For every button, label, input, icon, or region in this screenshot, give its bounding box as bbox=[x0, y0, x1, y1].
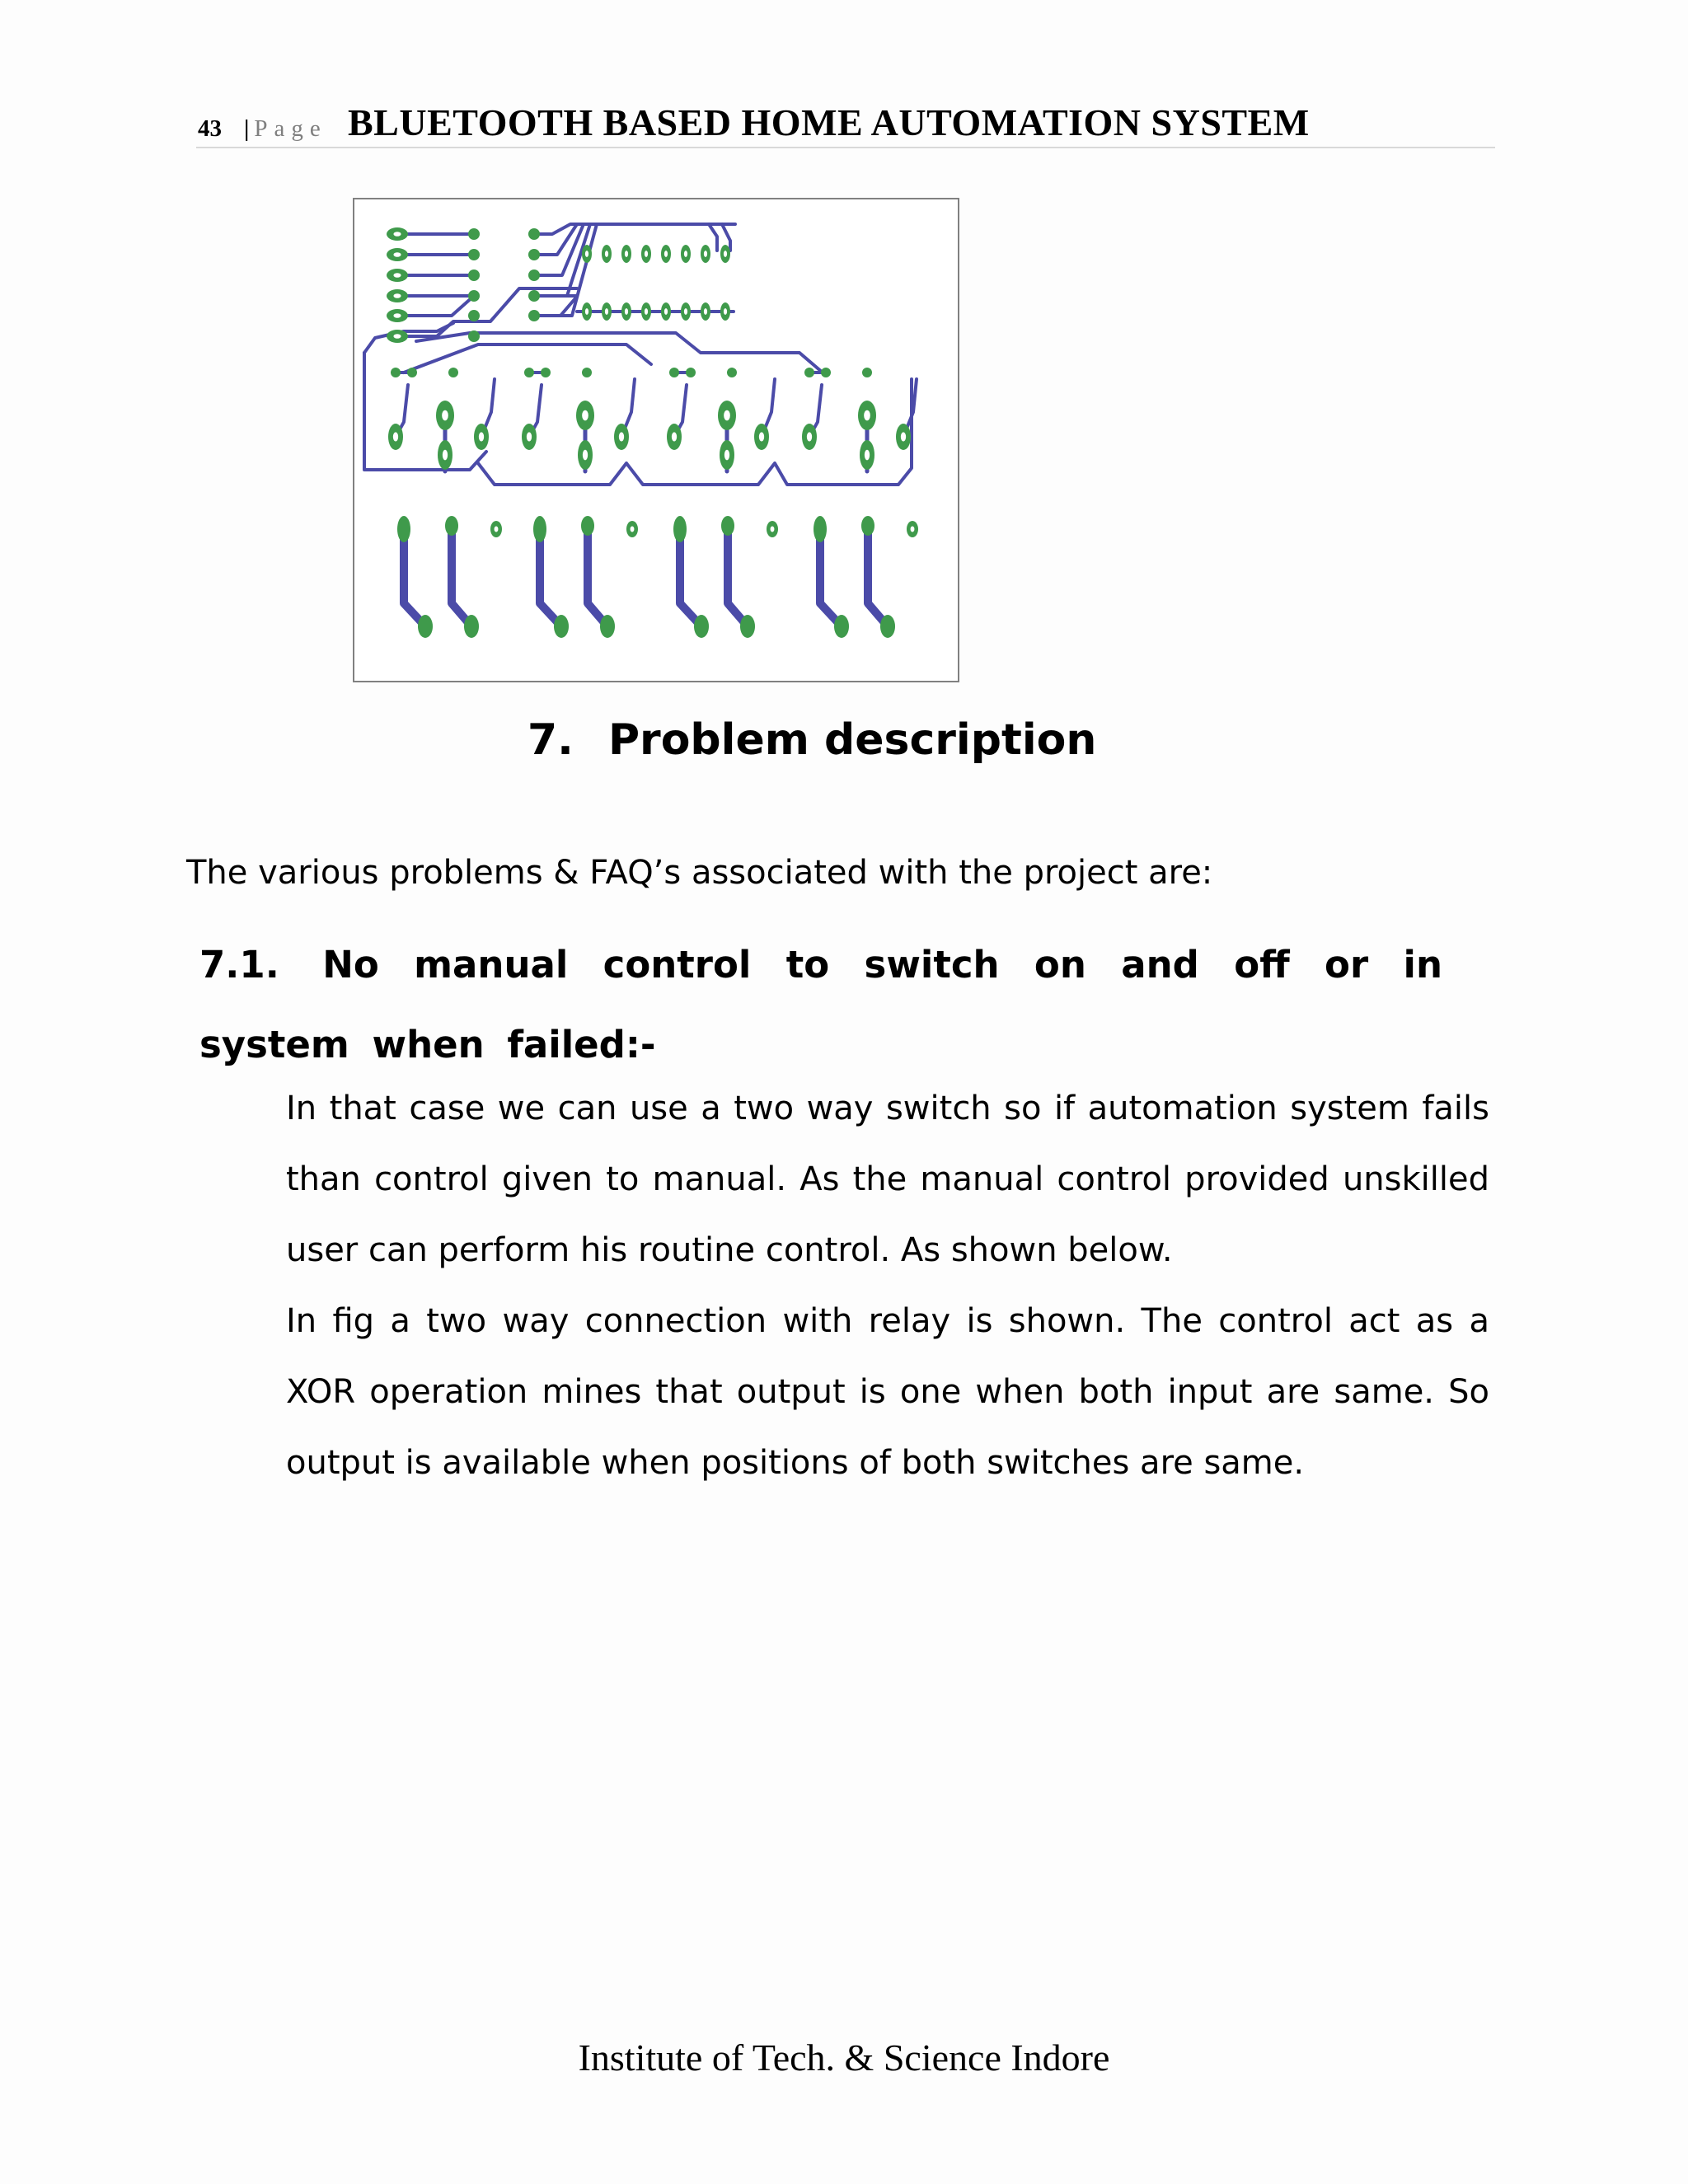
pcb-drill-hole bbox=[625, 251, 628, 257]
pcb-drill-hole bbox=[901, 432, 906, 441]
pcb-trace bbox=[709, 224, 717, 251]
pcb-drill-hole bbox=[527, 432, 532, 441]
pcb-drill-hole bbox=[393, 232, 401, 237]
pcb-pad bbox=[541, 368, 551, 377]
page-label bbox=[244, 115, 327, 143]
pcb-trace bbox=[728, 526, 748, 626]
pcb-drill-hole bbox=[664, 251, 668, 257]
pcb-pad bbox=[862, 368, 872, 377]
pcb-trace bbox=[478, 379, 912, 485]
pcb-pad bbox=[528, 310, 540, 321]
pcb-drill-hole bbox=[631, 527, 635, 532]
pcb-pad bbox=[821, 368, 831, 377]
pcb-trace bbox=[820, 529, 842, 626]
pcb-drill-hole bbox=[585, 308, 588, 315]
document-title: BLUETOOTH BASED HOME AUTOMATION SYSTEM bbox=[348, 101, 1310, 143]
pcb-pad bbox=[673, 516, 687, 542]
pcb-drill-hole bbox=[672, 432, 677, 441]
pcb-drill-hole bbox=[605, 308, 608, 315]
pcb-pad bbox=[814, 516, 827, 542]
page-header bbox=[196, 97, 1495, 148]
pcb-drill-hole bbox=[393, 313, 401, 318]
pcb-pad bbox=[581, 516, 594, 536]
pcb-pad bbox=[468, 310, 480, 321]
pcb-pad bbox=[880, 615, 895, 638]
pcb-trace bbox=[404, 529, 425, 626]
pcb-drill-hole bbox=[704, 251, 707, 257]
paragraph: In that case we can use a two way switch so if automation system fails than control given to manual. As the manual control provided unskilled user can perform his routine control. As shown below. bbox=[286, 1090, 1489, 1269]
pcb-trace bbox=[364, 353, 486, 470]
pcb-drill-hole bbox=[625, 308, 628, 315]
pcb-pad bbox=[834, 615, 849, 638]
subsection-number: 7.1. bbox=[199, 943, 279, 987]
pcb-drill-hole bbox=[864, 410, 870, 421]
pcb-trace bbox=[534, 224, 729, 296]
pcb-drill-hole bbox=[393, 432, 398, 441]
pcb-drill-hole bbox=[724, 308, 727, 315]
pcb-drill-hole bbox=[442, 410, 448, 421]
pcb-drill-hole bbox=[664, 308, 668, 315]
pcb-pad bbox=[582, 368, 592, 377]
page-word: Page bbox=[254, 115, 327, 142]
pcb-trace bbox=[680, 529, 701, 626]
pcb-drill-hole bbox=[619, 432, 624, 441]
pcb-drill-hole bbox=[704, 308, 707, 315]
pcb-pad bbox=[528, 228, 540, 240]
pcb-pads bbox=[387, 227, 918, 638]
pcb-pad bbox=[686, 368, 696, 377]
pcb-trace bbox=[397, 296, 474, 316]
pcb-pad bbox=[804, 368, 814, 377]
pcb-pad bbox=[445, 516, 458, 536]
pcb-layout-figure bbox=[353, 198, 959, 682]
pcb-drill-hole bbox=[645, 251, 648, 257]
section-intro: The various problems & FAQ’s associated with the project are: bbox=[186, 854, 1213, 892]
pcb-pad bbox=[721, 516, 734, 536]
pcb-drill-hole bbox=[393, 334, 401, 339]
pcb-pad bbox=[407, 368, 417, 377]
pcb-drill-hole bbox=[583, 450, 588, 461]
pcb-drill-hole bbox=[684, 308, 687, 315]
pcb-pad bbox=[468, 249, 480, 260]
section-number: 7. bbox=[528, 715, 574, 765]
pcb-drill-hole bbox=[807, 432, 812, 441]
pcb-drill-hole bbox=[585, 251, 588, 257]
pcb-drill-hole bbox=[645, 308, 648, 315]
pcb-drill-hole bbox=[495, 527, 499, 532]
pcb-trace bbox=[868, 526, 888, 626]
pcb-pad bbox=[397, 516, 410, 542]
pcb-drawing bbox=[354, 199, 958, 681]
paragraph: In fig a two way connection with relay is shown. The control act as a XOR operation mines that output is one when both input are same. So output is available when positions of both switches are same. bbox=[286, 1302, 1489, 1482]
pcb-pad bbox=[391, 368, 401, 377]
page-number: 43 bbox=[198, 115, 222, 142]
pcb-drill-hole bbox=[865, 450, 870, 461]
page-separator: | bbox=[244, 115, 250, 142]
pcb-pad bbox=[554, 615, 569, 638]
pcb-trace bbox=[534, 298, 575, 316]
pcb-trace bbox=[452, 526, 471, 626]
pcb-drill-hole bbox=[724, 410, 730, 421]
pcb-drill-hole bbox=[393, 293, 401, 298]
pcb-drill-hole bbox=[759, 432, 764, 441]
pcb-drill-hole bbox=[443, 450, 448, 461]
pcb-trace bbox=[588, 526, 607, 626]
pcb-pad bbox=[727, 368, 737, 377]
page-footer: Institute of Tech. & Science Indore bbox=[578, 2036, 1110, 2079]
pcb-drill-hole bbox=[582, 410, 588, 421]
section-title: Problem description bbox=[607, 715, 1097, 765]
pcb-pad bbox=[669, 368, 679, 377]
pcb-pad bbox=[528, 290, 540, 302]
subsection-title: No manual control to switch on and off or in system when failed:- bbox=[199, 943, 1442, 1066]
pcb-drill-hole bbox=[911, 527, 915, 532]
pcb-pad bbox=[468, 290, 480, 302]
pcb-pad bbox=[740, 615, 755, 638]
pcb-drill-hole bbox=[393, 273, 401, 278]
section-heading bbox=[528, 715, 1096, 765]
pcb-drill-hole bbox=[393, 252, 401, 257]
pcb-pad bbox=[694, 615, 709, 638]
pcb-pad bbox=[464, 615, 479, 638]
pcb-pad bbox=[528, 249, 540, 260]
pcb-pad bbox=[468, 330, 480, 342]
subsection-heading bbox=[199, 925, 1442, 1085]
pcb-drill-hole bbox=[724, 251, 727, 257]
pcb-pad bbox=[600, 615, 615, 638]
pcb-pad bbox=[468, 228, 480, 240]
pcb-pad bbox=[524, 368, 534, 377]
pcb-trace bbox=[540, 529, 561, 626]
pcb-drill-hole bbox=[684, 251, 687, 257]
pcb-pad bbox=[468, 269, 480, 281]
pcb-drill-hole bbox=[771, 527, 775, 532]
pcb-drill-hole bbox=[724, 450, 729, 461]
pcb-pad bbox=[533, 516, 546, 542]
pcb-drill-hole bbox=[605, 251, 608, 257]
pcb-pad bbox=[448, 368, 458, 377]
pcb-drill-hole bbox=[479, 432, 484, 441]
pcb-pad bbox=[528, 269, 540, 281]
pcb-pad bbox=[861, 516, 874, 536]
pcb-pad bbox=[418, 615, 433, 638]
